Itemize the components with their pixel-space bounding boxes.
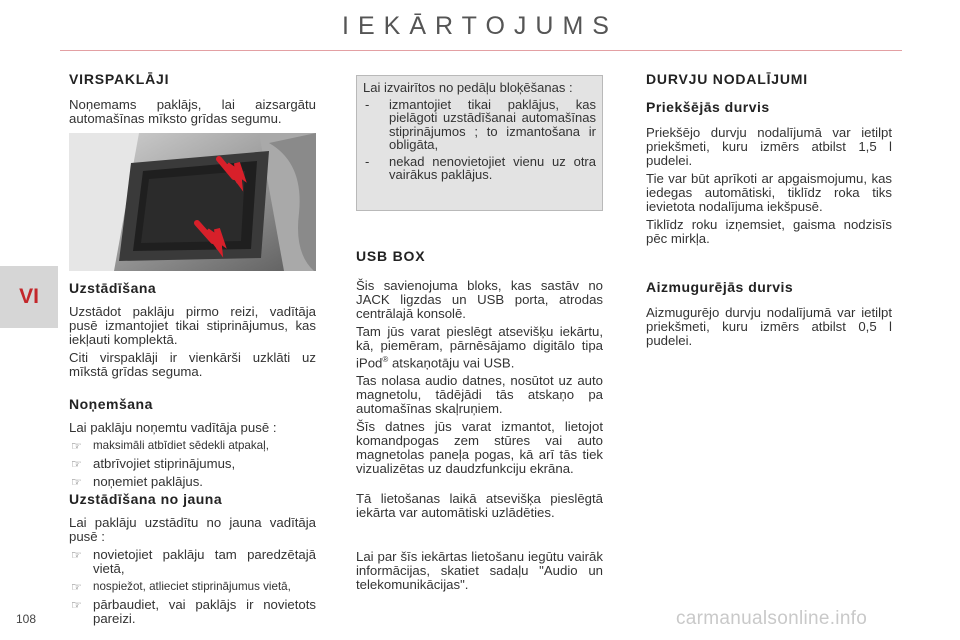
usb-paragraph-2: Tam jūs varat pieslēgt atsevišķu iekārtu, kā, piemēram, pārnēsājamo digitālo tipa iPod® atskaņotāju vai USB. (356, 324, 603, 371)
note-item: - nekad nenovietojiet vienu uz otra vairākus paklājus. (365, 153, 596, 182)
chapter-tab[interactable] (0, 266, 58, 328)
usb-paragraph-3: Tas nolasa audio datnes, nosūtot uz auto magnetolu, tādējādi tās atskaņo pa automašīnas skaļruņiem. (356, 373, 603, 417)
title-divider (60, 50, 902, 51)
usb-paragraph-6: Lai par šīs iekārtas lietošanu iegūtu vairāk informācijas, skatiet sadaļu "Audio un telekomunikācijas". (356, 549, 603, 593)
page-title: IEKĀRTOJUMS (342, 12, 618, 40)
usb-paragraph-5: Tā lietošanas laikā atsevišķa pieslēgtā iekārta var automātiski uzlādēties. (356, 491, 603, 521)
list-item: ☞ atbrīvojiet stiprinājumus, (71, 456, 236, 471)
floor-mat-photo (69, 133, 316, 271)
front-doors-heading: Priekšējās durvis (646, 99, 770, 115)
reinstallation-intro: Lai paklāju uzstādītu no jauna vadītāja pusē : (69, 515, 316, 544)
list-item: ☞ novietojiet paklāju tam paredzētajā vietā, (71, 547, 316, 576)
removal-section (69, 397, 316, 489)
installation-section (69, 281, 316, 379)
rear-doors-heading: Aizmugurējās durvis (646, 279, 794, 295)
finger-pointer-icon: ☞ (71, 580, 82, 594)
finger-pointer-icon: ☞ (71, 548, 82, 562)
finger-pointer-icon: ☞ (71, 598, 82, 612)
list-item: ☞ pārbaudiet, vai paklājs ir novietots pareizi. (71, 597, 316, 626)
finger-pointer-icon: ☞ (71, 439, 82, 453)
installation-heading: Uzstādīšana (69, 280, 157, 296)
usb-paragraph-4: Šīs datnes jūs varat izmantot, lietojot komandpogas zem stūres vai auto magnetolas paneļa pogas, kā arī tās tiek vizualizētas uz daudzfunkciju ekrāna. (356, 419, 603, 477)
usb-box-heading: USB BOX (356, 248, 426, 264)
door-pockets-heading: DURVJU NODALĪJUMI (646, 71, 808, 87)
chapter-tab-label: VI (19, 285, 39, 308)
front-doors-paragraph-1: Priekšējo durvju nodalījumā var ietilpt priekšmeti, kuru izmērs atbilst 1,5 l pudelei. (646, 125, 892, 168)
usb-paragraph-1: Šis savienojuma bloks, kas sastāv no JACK ligzdas un USB porta, atrodas centrālajā konsolē. (356, 278, 603, 321)
floor-mats-section (69, 72, 316, 126)
removal-intro: Lai paklāju noņemtu vadītāja pusē : (69, 420, 277, 435)
front-doors-paragraph-3: Tiklīdz roku izņemsiet, gaisma nodzisīs pēc mirkļa. (646, 217, 892, 246)
rear-doors-section (646, 280, 892, 348)
installation-paragraph-1: Uzstādot paklāju pirmo reizi, vadītāja pusē izmantojiet tikai stiprinājumus, kas iekļauti komplektā. (69, 304, 316, 347)
rear-doors-paragraph: Aizmugurējo durvju nodalījumā var ietilpt priekšmeti, kuru izmērs atbilst 0,5 l pudelei. (646, 305, 892, 348)
warning-note-box (356, 75, 603, 211)
removal-heading: Noņemšana (69, 396, 153, 412)
installation-paragraph-2: Citi virspaklāji ir vienkārši uzklāti uz mīkstā grīdas seguma. (69, 350, 316, 379)
front-doors-paragraph-2: Tie var būt aprīkoti ar apgaismojumu, kas iedegas automātiski, tiklīdz roka tiks ievietota nodalījuma iekšpusē. (646, 171, 892, 214)
list-item: ☞ noņemiet paklājus. (71, 474, 203, 489)
finger-pointer-icon: ☞ (71, 475, 82, 489)
watermark: carmanualsonline.info (676, 608, 868, 629)
finger-pointer-icon: ☞ (71, 457, 82, 471)
floor-mats-heading: VIRSPAKLĀJI (69, 71, 170, 87)
door-pockets-section (646, 72, 892, 246)
reinstallation-heading: Uzstādīšana no jauna (69, 491, 223, 507)
floor-mats-intro: Noņemams paklājs, lai aizsargātu automašīnas mīksto grīdas segumu. (69, 97, 316, 126)
note-item: - izmantojiet tikai paklājus, kas pielāgoti uzstādīšanai automašīnas stiprinājumos ; to izmantošana ir obligāta, (365, 96, 596, 152)
usb-box-section (356, 249, 603, 592)
list-item: ☞ nospiežot, atlieciet stiprinājumus vietā, (71, 580, 291, 594)
reinstallation-section (69, 492, 316, 626)
list-item: ☞ maksimāli atbīdiet sēdekli atpakaļ, (71, 439, 269, 453)
page-number: 108 (16, 612, 37, 626)
note-title: Lai izvairītos no pedāļu bloķēšanas : (363, 80, 573, 95)
